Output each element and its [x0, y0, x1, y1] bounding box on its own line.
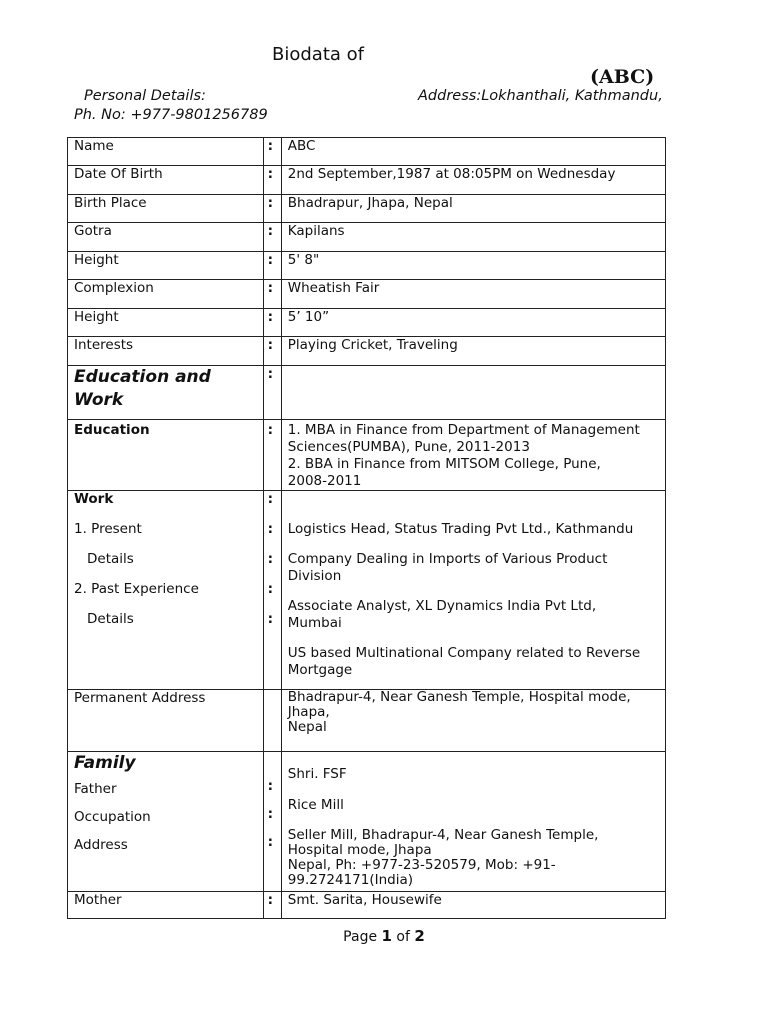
row-separator: : [263, 252, 281, 280]
work-past-details-line: Mortgage [287, 662, 353, 678]
education-line: 1. MBA in Finance from Department of Management [287, 422, 640, 438]
table-row [68, 252, 666, 280]
table-row [68, 138, 666, 166]
family-label-cell [68, 752, 264, 892]
row-value: 2nd September,1987 at 08:05PM on Wednesday [281, 166, 665, 195]
section-heading-cell [68, 366, 264, 420]
family-value-cell [281, 752, 665, 892]
row-separator: : [267, 806, 274, 822]
row-label: Name [68, 138, 264, 166]
work-present-details-label: Details [87, 551, 134, 567]
education-line: Sciences(PUMBA), Pune, 2011-2013 [287, 439, 530, 455]
row-label: Gotra [68, 223, 264, 252]
family-address-label: Address [74, 837, 128, 853]
work-label: Work [74, 491, 114, 507]
occupation-label: Occupation [74, 809, 151, 825]
education-line: 2. BBA in Finance from MITSOM College, Pune, [287, 456, 601, 472]
row-separator: : [267, 491, 274, 507]
row-value: 5’ 10” [281, 309, 665, 337]
father-value: Shri. FSF [287, 766, 347, 782]
family-separators [263, 752, 281, 892]
work-present-details-line: Company Dealing in Imports of Various Product [287, 551, 608, 567]
table-row [68, 337, 666, 366]
table-row [68, 892, 666, 919]
table-row [68, 309, 666, 337]
personal-details-label: Personal Details: [84, 88, 206, 104]
education-work-heading-2: Work [74, 390, 124, 410]
permanent-address-line: Nepal [287, 719, 327, 735]
candidate-name-heading: (ABC) [590, 66, 655, 88]
education-work-heading-1: Education and [74, 367, 211, 387]
work-present-label: 1. Present [74, 521, 142, 537]
row-label: Complexion [68, 280, 264, 309]
row-separator: : [267, 551, 274, 567]
row-label: Height [68, 309, 264, 337]
family-address-line: Seller Mill, Bhadrapur-4, Near Ganesh Temple, [287, 827, 599, 843]
work-label-cell [68, 491, 264, 690]
row-label-cell [68, 420, 264, 491]
row-label: Birth Place [68, 195, 264, 223]
table-row [68, 420, 666, 491]
table-row [68, 280, 666, 309]
work-present-details-line: Division [287, 568, 342, 584]
row-label: Date Of Birth [68, 166, 264, 195]
work-present-value: Logistics Head, Status Trading Pvt Ltd., Kathmandu [287, 521, 634, 537]
family-address-line: 99.2724171(India) [287, 872, 414, 888]
row-value: Bhadrapur, Jhapa, Nepal [281, 195, 665, 223]
row-separator: : [267, 521, 274, 537]
row-value: Smt. Sarita, Housewife [281, 892, 665, 919]
work-value-cell [281, 491, 665, 690]
phone-line: Ph. No: +977-9801256789 [74, 107, 268, 123]
row-separator: : [267, 778, 274, 794]
row-separator: : [263, 420, 281, 491]
occupation-value: Rice Mill [287, 797, 344, 813]
doc-title: Biodata of [272, 44, 364, 65]
row-value: Wheatish Fair [281, 280, 665, 309]
row-value-empty [281, 366, 665, 420]
row-separator: : [267, 611, 274, 627]
education-line: 2008-2011 [287, 473, 362, 489]
father-label: Father [74, 781, 117, 797]
of-word: of [396, 929, 410, 945]
address-line: Address:Lokhanthali, Kathmandu, [418, 88, 663, 104]
row-separator: : [263, 280, 281, 309]
work-past-value-line: Associate Analyst, XL Dynamics India Pvt Ltd, [287, 598, 597, 614]
row-separator: : [263, 337, 281, 366]
work-separators [263, 491, 281, 690]
biodata-table [67, 137, 666, 919]
education-value [281, 420, 665, 491]
row-value: ABC [281, 138, 665, 166]
work-past-details-label: Details [87, 611, 134, 627]
table-row [68, 223, 666, 252]
row-separator: : [263, 166, 281, 195]
permanent-address-line: Jhapa, [287, 704, 330, 720]
page-word: Page [343, 929, 378, 945]
row-separator: : [263, 366, 281, 420]
permanent-address-value [281, 690, 665, 752]
page-footer [0, 927, 768, 945]
table-row [68, 491, 666, 690]
row-label: Interests [68, 337, 264, 366]
table-row [68, 690, 666, 752]
page-total: 2 [414, 927, 425, 945]
row-separator: : [263, 138, 281, 166]
work-past-details-line: US based Multinational Company related to Reverse [287, 645, 641, 661]
row-separator: : [263, 892, 281, 919]
row-label: Mother [68, 892, 264, 919]
row-separator: : [263, 309, 281, 337]
page-current: 1 [381, 927, 392, 945]
family-address-line: Hospital mode, Jhapa [287, 842, 432, 858]
row-value: Kapilans [281, 223, 665, 252]
family-address-line: Nepal, Ph: +977-23-520579, Mob: +91- [287, 857, 556, 873]
work-past-label: 2. Past Experience [74, 581, 199, 597]
row-separator: : [263, 223, 281, 252]
table-row [68, 752, 666, 892]
permanent-address-line: Bhadrapur-4, Near Ganesh Temple, Hospital mode, [287, 689, 631, 705]
family-heading: Family [74, 753, 136, 773]
row-separator: : [267, 581, 274, 597]
table-row [68, 195, 666, 223]
table-row [68, 166, 666, 195]
row-value: 5' 8" [281, 252, 665, 280]
row-separator: : [267, 834, 274, 850]
row-label: Permanent Address [68, 690, 264, 752]
row-separator-empty [263, 690, 281, 752]
work-past-value-line: Mumbai [287, 615, 342, 631]
table-row [68, 366, 666, 420]
row-label: Height [68, 252, 264, 280]
row-separator: : [263, 195, 281, 223]
row-value: Playing Cricket, Traveling [281, 337, 665, 366]
education-label: Education [74, 422, 150, 438]
family-address-value [288, 828, 665, 888]
